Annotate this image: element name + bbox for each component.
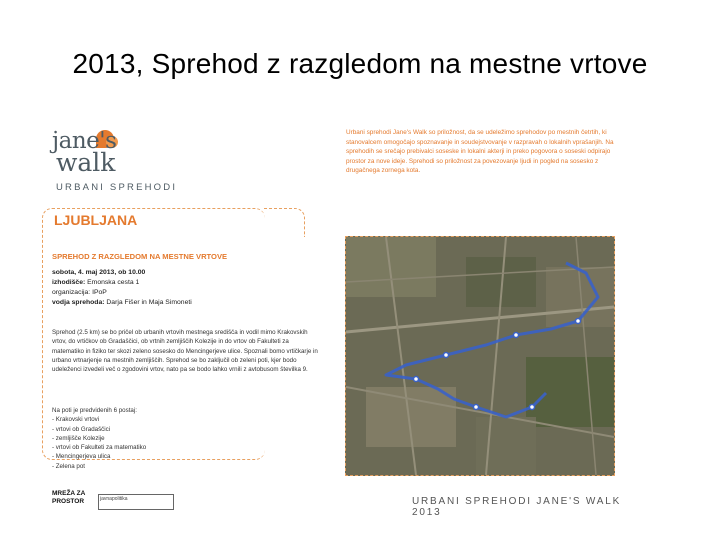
stop-item: - vrtovi ob Gradaščici <box>52 425 111 433</box>
event-date: sobota, 4. maj 2013, ob 10.00 <box>52 269 146 276</box>
route-description: Sprehod (2.5 km) se bo pričel ob urbanih vrtovih mestnega središča in vodil mimo Krakovskih vrtov, do vrtičkov ob Gradaščici, ob vrtnih zemljiščih Kolezije in do vrtov ob Fakulteti za matematiko in fiziko ter skozi zeleno sosesko do Mencingerjeve ulice. Spoznali bomo vrtičkarje in urbano vrtnarjenje na mestnih zemljiščih. Sprehod se bo zaključil ob zeleni poti, kjer bodo udeleženci izvedeli več o zgodovini vrtov, nato pa se bodo lahko vrnili z avtobusom številka 9. <box>52 329 318 374</box>
city-heading: LJUBLJANA <box>54 212 138 228</box>
stops-title: Na poti je predvidenih 6 postaj: <box>52 407 137 414</box>
logo-text-janes: jane's <box>52 128 117 154</box>
org-value: IPoP <box>92 289 107 296</box>
partner-logo-mreza-za-prostor: MREŽA ZA PROSTOR <box>52 490 86 505</box>
janes-walk-logo <box>48 126 178 196</box>
stop-item: - vrtovi ob Fakulteti za matematiko <box>52 444 147 452</box>
start-value: Emonska cesta 1 <box>87 279 140 286</box>
stop-item: - zemljišče Kolezije <box>52 434 105 442</box>
stop-item: - Mencingerjeva ulica <box>52 453 111 461</box>
intro-paragraph: Urbani sprehodi Jane's Walk so priložnost, da se udeležimo sprehodov po mestnih četrtih, ki stanovalcem omogočajo spoznavanje in soudejstvovanje v razpravah o lokalnih vprašanjih. Na sprehodih se srečajo prebivalci soseske in lokalni akterji in preko pogovora o soseski odpirajo prostor za nove ideje. Sprehodi so priložnost za povezovanje ljudi in pogled na sosesko z drugačnega zornega kota. <box>346 129 614 175</box>
logo-subtitle: URBANI SPREHODI <box>56 182 178 193</box>
route-map <box>345 236 615 476</box>
dashed-frame-connector <box>264 208 305 237</box>
event-info <box>52 268 297 308</box>
route-title: SPREHOD Z RAZGLEDOM NA MESTNE VRTOVE <box>52 252 228 261</box>
partner-logo-javnapolitika: javnapolitika <box>98 494 174 510</box>
start-label: izhodišče: <box>52 279 86 286</box>
poster-footer: URBANI SPREHODI JANE'S WALK 2013 <box>412 496 622 518</box>
event-poster <box>40 118 640 523</box>
stops-list <box>52 406 146 471</box>
stop-item: - Krakovski vrtovi <box>52 416 100 424</box>
guide-value: Darja Fišer in Maja Simoneti <box>106 299 192 306</box>
logo-text-walk: walk <box>56 148 116 177</box>
stop-item: - Zelena pot <box>52 462 86 470</box>
org-label: organizacija: <box>52 289 91 296</box>
guide-label: vodja sprehoda: <box>52 299 105 306</box>
aerial-map-image <box>346 237 614 475</box>
slide-title: 2013, Sprehod z razgledom na mestne vrtove <box>72 48 648 79</box>
